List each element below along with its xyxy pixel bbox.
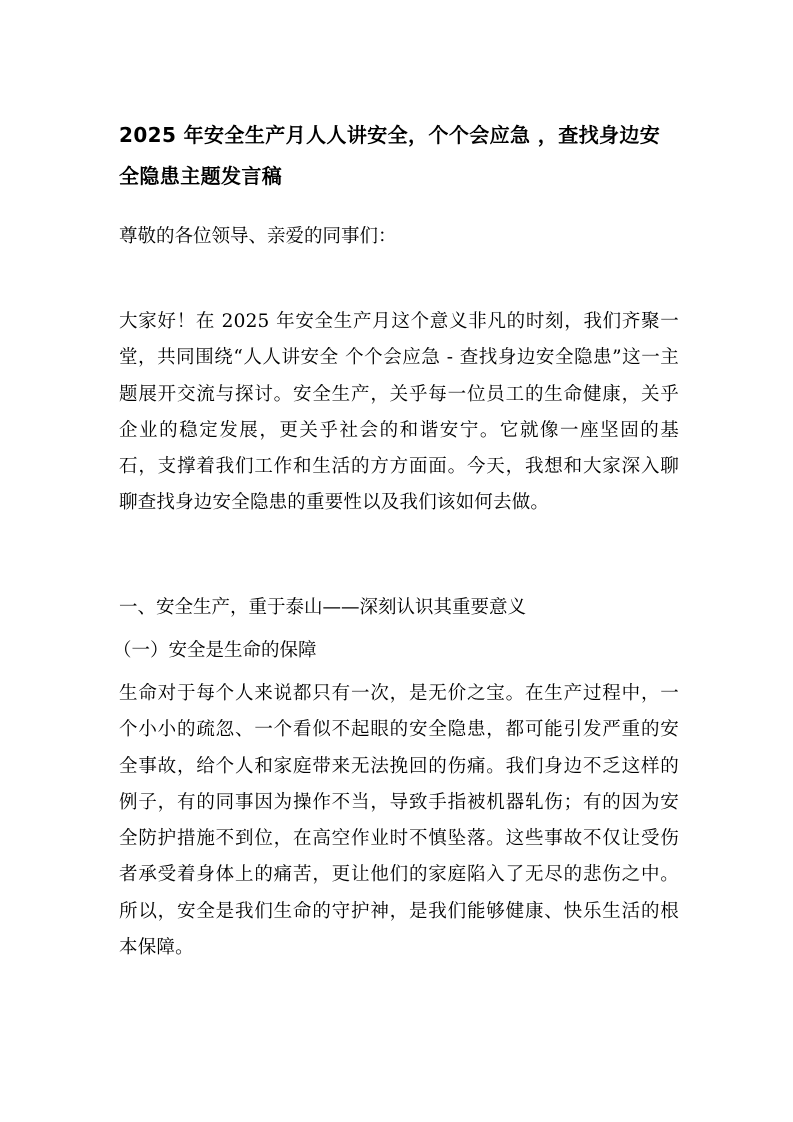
intro-paragraph: 大家好！在 2025 年安全生产月这个意义非凡的时刻，我们齐聚一堂，共同围绕“人人讲安全 个个会应急 - 查找身边安全隐患”这一主题展开交流与探讨。安全生产，关乎每一位员工的生命健康，关乎企业的稳定发展，更关乎社会的和谐安宁。它就像一座坚固的基石，支撑着我们工作和生活的方方面面。今天，我想和大家深入聊聊查找身边安全隐患的重要性以及我们该如何去做。 — [119, 311, 679, 514]
subsection-heading: （一）安全是生命的保障 — [113, 640, 317, 661]
document-title: 2025 年安全生产月人人讲安全，个个会应急 ，查找身边安全隐患主题发言稿 — [119, 123, 661, 188]
salutation: 尊敬的各位领导、亲爱的同事们： — [119, 226, 397, 247]
body-paragraph: 生命对于每个人来说都只有一次，是无价之宝。在生产过程中，一个小小的疏忽、一个看似不起眼的安全隐患，都可能引发严重的安全事故，给个人和家庭带来无法挽回的伤痛。我们身边不乏这样的例子，有的同事因为操作不当，导致手指被机器轧伤；有的因为安全防护措施不到位，在高空作业时不慎坠落。这些事故不仅让受伤者承受着身体上的痛苦，更让他们的家庭陷入了无尽的悲伤之中。所以，安全是我们生命的守护神，是我们能够健康、快乐生活的根本保障。 — [119, 683, 679, 959]
section-heading: 一、安全生产，重于泰山——深刻认识其重要意义 — [119, 597, 527, 618]
